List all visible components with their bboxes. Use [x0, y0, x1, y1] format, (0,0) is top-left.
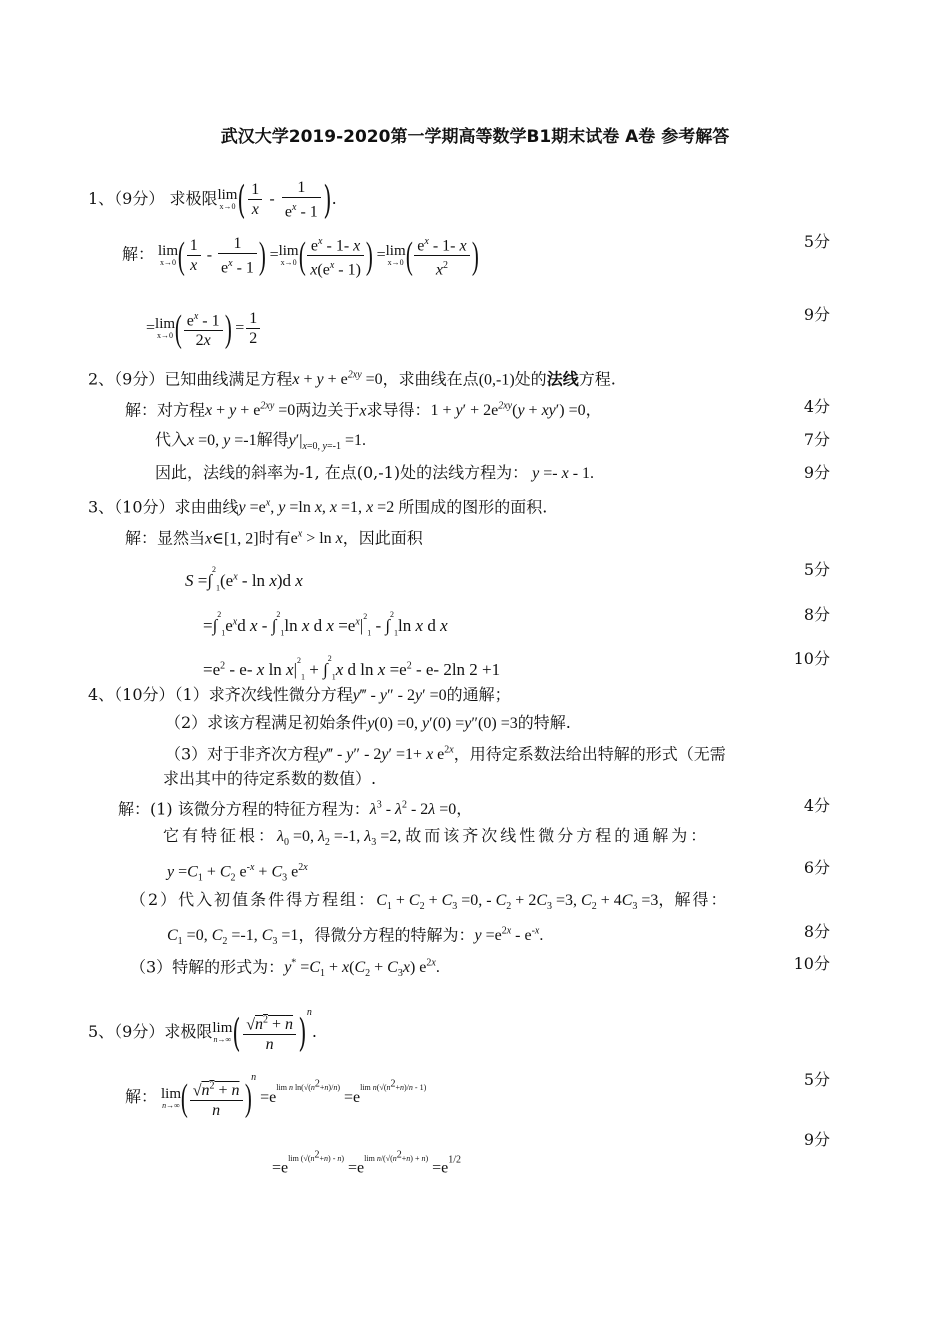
q1-head-text: 1、（9分） 求极限 [88, 189, 218, 209]
q2-step3: 因此，法线的斜率为-1, 在点(0,-1)处的法线方程为： y =- x - 1. [155, 463, 595, 482]
q2-head-a: 2、（9分）已知曲线满足方程 [88, 369, 293, 389]
q1-score2: 9分 [803, 305, 830, 324]
q4-p3b: ，用待定系数法给出特解的形式（无需 [453, 744, 726, 764]
q5-heading: 5、（9分）求极限 lim n→∞ ( $\frac{√n^2 + n}{n}$ )$^n$. [88, 1007, 317, 1055]
q2-head-d: 方程. [578, 369, 616, 389]
q4-s6: （3）特解的形式为： [130, 957, 285, 977]
q3-line1c: ，因此面积 [342, 528, 423, 548]
q4-head-b: 的通解； [446, 685, 511, 704]
q2-score1: 4分 [803, 397, 830, 416]
q2-line1c: 求导得： [366, 400, 431, 420]
q4-p2b: 的特解. [517, 713, 571, 732]
q1-sol-label: 解： [122, 246, 155, 264]
q4-sol6: （3）特解的形式为：$y^* =C_1 + x(C_2 + C_3x)$ $e^{2x}$. [130, 957, 440, 980]
q4-sol4: （2）代入初值条件得方程组：$C_1 + C_2 + C_3 =0$, - $C_2 + 2C_3 =3$, $C_2 + 4C_3 =3$，解得： [130, 890, 729, 913]
q5-score1: 5分 [803, 1070, 830, 1089]
q4-part3-cont: 求出其中的待定系数的数值）. [163, 769, 377, 788]
q4-score2: 6分 [803, 858, 830, 877]
q3-line1b: 时有 [258, 528, 291, 548]
q3-score2: 8分 [803, 605, 830, 624]
q3-heading: 3、（10分）求由曲线$y =e^x$, y =ln x, x =1, x =2 所围成的图形的面积. [88, 497, 548, 517]
q2-head-b: ，求曲线在点 [382, 369, 479, 389]
page-title: 武汉大学2019-2020第一学期高等数学B1期末试卷 A卷 参考解答 [220, 127, 730, 147]
q5-score2: 9分 [803, 1130, 830, 1149]
q4-s1: 解：(1) 该微分方程的特征方程为： [118, 799, 370, 819]
q3-step0: 解：显然当x∈[1, 2]时有$e^x > \ln x$，因此面积 [125, 528, 423, 548]
q4-s4: （2）代入初值条件得方程组： [130, 890, 377, 909]
q4-sol1: 解：(1) 该微分方程的特征方程为：$\lambda^3 - \lambda^2 - 2\lambda =0$， [118, 799, 473, 819]
q3-head: 3、（10分）求由曲线 [88, 497, 239, 517]
q2-line2: 代入 [155, 430, 188, 449]
q1-solution-step1: 解： lim x→0 ( $\frac{1}{x}$ - $\frac{1}{e^x - 1}$ ) = lim x→0 ( $\frac{e^x - 1- x}{x(e^x - 1)}$ ) = lim x→0 ( $\frac{e^x - 1- x}{x^2}$ ) [122, 232, 478, 280]
q3-score1: 5分 [803, 560, 830, 579]
q1-heading: 1、（9分） 求极限 lim x→0 ( $\frac{1}{x}$ - $\frac{1}{e^x - 1}$ ). [88, 177, 337, 222]
q2-score2: 7分 [803, 430, 830, 449]
q1-score1: 5分 [803, 232, 830, 251]
q2-head-c: 处的 [514, 369, 547, 389]
q3-head-b: 所围成的图形的面积. [398, 497, 548, 517]
q4-sol5: $C_1 =0$, $C_2 =-1$, $C_3 =1$，得微分方程的特解为：$y =e^{2x} - e^{-x}$. [167, 925, 544, 948]
q2-line1b: 两边关于 [295, 400, 360, 420]
q4-p2: （2）求该方程满足初始条件 [165, 713, 368, 732]
q4-p3: （3）对于非齐次方程 [165, 744, 320, 764]
q3-step2: $=\int^2_1e^xd$ x - ∫$^2_1$ln x d $x =e^x|^2_1 - \int^2_1\ln$ x d x [203, 610, 448, 638]
q4-score1: 4分 [803, 796, 830, 815]
q2-step2: 代入x =0, y =-1解得$y'|_{x=0, y=-1} =1$. [155, 430, 367, 453]
q3-line1: 解：显然当 [125, 528, 206, 548]
q4-sol3: $y =C_1 + C_2$ $e^{-x} + C_3$ $e^{2x}$ [167, 862, 308, 884]
q4-part2: （2）求该方程满足初始条件y(0) =0, y′(0) =y″(0) =3的特解. [165, 713, 571, 732]
q3-step3: $=e^2 - e-$ x $\ln x|^2_1 + \int^2_1x$ d $\ln x =e^2 - e-$ 2ln 2 +1 [203, 654, 501, 682]
q4-head: 4、（10分）（1）求齐次线性微分方程 [88, 685, 353, 704]
q4-s5b: ，得微分方程的特解为： [298, 925, 475, 945]
q2-step1: 解：对方程$x + y + e^{2xy} =0$两边关于x求导得：$1 + y' + 2e^{2xy}(y + xy') =0$， [125, 400, 602, 420]
q5-step1: 解： lim n→∞ ( $\frac{√n^2 + n}{n}$ )$^n =e^{lim n ln(√(n^2+n)/n)} =e^{lim n(√(n^2+n)/n - 1)}$ [125, 1072, 427, 1120]
q2-line2b: 解得 [256, 430, 289, 449]
q4-s2: 它有特征根： [163, 826, 278, 845]
q2-line1: 解：对方程 [125, 400, 206, 420]
q4-score3: 8分 [803, 922, 830, 941]
q2-line3: 因此，法线的斜率为-1, 在点(0,-1)处的法线方程为： [155, 463, 529, 482]
q5-step2: $=e^{lim (√(n^2+n) - n)} =e^{lim n/(√(n^2+n) + n)} =e^{1/2}$ [272, 1149, 462, 1177]
q4-s4b: 解得： [674, 890, 729, 909]
q2-heading: 2、（9分）已知曲线满足方程$x + y + e^{2xy} =0$，求曲线在点(0,-1)处的法线方程. [88, 369, 616, 389]
q4-score4: 10分 [793, 954, 830, 973]
q4-part3: （3）对于非齐次方程y‴ - y″ - 2y′ =1+ x $e^{2x}$，用待定系数法给出特解的形式（无需 [165, 744, 726, 764]
q4-heading: 4、（10分）（1）求齐次线性微分方程y‴ - y″ - 2y′ =0的通解； [88, 685, 511, 704]
q3-step1: $S =\int^2_1(e^x - \ln x)d$ x [185, 565, 303, 593]
q4-sol2: 它有特征根：$\lambda_0 =0$, $\lambda_2 =-1$, $\lambda_3 =2$, 故而该齐次线性微分方程的通解为： [163, 826, 710, 849]
q1-solution-step2: = lim x→0 ( $\frac{e^x - 1}{2x}$ ) = $\frac{1}{2}$ [146, 307, 262, 350]
q2-score3: 9分 [803, 463, 830, 482]
q2-head-bold: 法线 [546, 369, 579, 389]
q3-score3: 10分 [793, 649, 830, 668]
q4-s2b: 故而该齐次线性微分方程的通解为： [405, 826, 710, 845]
q5-head: 5、（9分）求极限 [88, 1022, 213, 1041]
q5-sol-label: 解： [125, 1087, 158, 1106]
